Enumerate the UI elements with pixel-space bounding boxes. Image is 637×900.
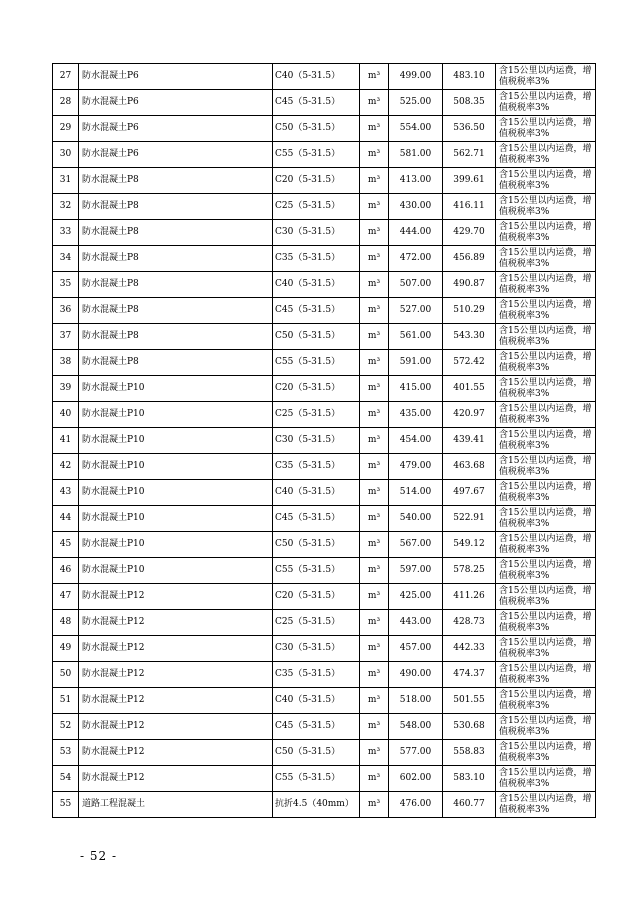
specification-cell: C30（5-31.5）: [273, 636, 360, 662]
row-number-cell: 41: [53, 428, 79, 454]
remark-cell: 含15公里以内运费，增值税税率3%: [496, 376, 596, 402]
specification-cell: 抗折4.5（40mm）: [273, 792, 360, 818]
price-incl-tax-cell: 540.00: [389, 506, 443, 532]
table-row: [53, 792, 596, 818]
price-excl-tax-cell: 490.87: [443, 272, 496, 298]
specification-cell: C40（5-31.5）: [273, 480, 360, 506]
remark-cell: 含15公里以内运费，增值税税率3%: [496, 142, 596, 168]
row-number-cell: 47: [53, 584, 79, 610]
remark-cell: 含15公里以内运费，增值税税率3%: [496, 454, 596, 480]
remark-cell: 含15公里以内运费，增值税税率3%: [496, 246, 596, 272]
unit-cell: m³: [360, 532, 389, 558]
unit-cell: m³: [360, 64, 389, 90]
material-name-cell: 防水混凝土P8: [79, 168, 273, 194]
specification-cell: C50（5-31.5）: [273, 324, 360, 350]
price-excl-tax-cell: 501.55: [443, 688, 496, 714]
specification-cell: C45（5-31.5）: [273, 298, 360, 324]
row-number-cell: 40: [53, 402, 79, 428]
price-incl-tax-cell: 561.00: [389, 324, 443, 350]
remark-cell: 含15公里以内运费，增值税税率3%: [496, 220, 596, 246]
unit-cell: m³: [360, 480, 389, 506]
row-number-cell: 39: [53, 376, 79, 402]
table-row: [53, 428, 596, 454]
material-name-cell: 防水混凝土P12: [79, 636, 273, 662]
unit-cell: m³: [360, 688, 389, 714]
material-name-cell: 防水混凝土P10: [79, 480, 273, 506]
material-name-cell: 防水混凝土P8: [79, 298, 273, 324]
price-excl-tax-cell: 456.89: [443, 246, 496, 272]
table-row: [53, 532, 596, 558]
unit-cell: m³: [360, 116, 389, 142]
price-excl-tax-cell: 399.61: [443, 168, 496, 194]
row-number-cell: 28: [53, 90, 79, 116]
price-incl-tax-cell: 415.00: [389, 376, 443, 402]
row-number-cell: 45: [53, 532, 79, 558]
price-incl-tax-cell: 514.00: [389, 480, 443, 506]
price-excl-tax-cell: 428.73: [443, 610, 496, 636]
specification-cell: C45（5-31.5）: [273, 714, 360, 740]
table-row: [53, 766, 596, 792]
specification-cell: C35（5-31.5）: [273, 246, 360, 272]
material-name-cell: 防水混凝土P6: [79, 142, 273, 168]
table-row: [53, 350, 596, 376]
material-name-cell: 防水混凝土P12: [79, 610, 273, 636]
table-row: [53, 688, 596, 714]
price-excl-tax-cell: 401.55: [443, 376, 496, 402]
price-incl-tax-cell: 413.00: [389, 168, 443, 194]
specification-cell: C30（5-31.5）: [273, 220, 360, 246]
table-row: [53, 558, 596, 584]
material-name-cell: 防水混凝土P12: [79, 766, 273, 792]
unit-cell: m³: [360, 506, 389, 532]
specification-cell: C20（5-31.5）: [273, 584, 360, 610]
specification-cell: C25（5-31.5）: [273, 402, 360, 428]
remark-cell: 含15公里以内运费，增值税税率3%: [496, 558, 596, 584]
price-incl-tax-cell: 490.00: [389, 662, 443, 688]
remark-cell: 含15公里以内运费，增值税税率3%: [496, 116, 596, 142]
table-row: [53, 90, 596, 116]
unit-cell: m³: [360, 662, 389, 688]
specification-cell: C40（5-31.5）: [273, 272, 360, 298]
specification-cell: C50（5-31.5）: [273, 116, 360, 142]
price-excl-tax-cell: 536.50: [443, 116, 496, 142]
remark-cell: 含15公里以内运费，增值税税率3%: [496, 792, 596, 818]
remark-cell: 含15公里以内运费，增值税税率3%: [496, 350, 596, 376]
specification-cell: C45（5-31.5）: [273, 90, 360, 116]
remark-cell: 含15公里以内运费，增值税税率3%: [496, 168, 596, 194]
material-name-cell: 防水混凝土P10: [79, 428, 273, 454]
unit-cell: m³: [360, 740, 389, 766]
price-incl-tax-cell: 479.00: [389, 454, 443, 480]
table-row: [53, 194, 596, 220]
row-number-cell: 27: [53, 64, 79, 90]
table-row: [53, 636, 596, 662]
material-name-cell: 防水混凝土P8: [79, 246, 273, 272]
row-number-cell: 32: [53, 194, 79, 220]
price-incl-tax-cell: 499.00: [389, 64, 443, 90]
price-excl-tax-cell: 439.41: [443, 428, 496, 454]
specification-cell: C20（5-31.5）: [273, 168, 360, 194]
remark-cell: 含15公里以内运费，增值税税率3%: [496, 480, 596, 506]
row-number-cell: 38: [53, 350, 79, 376]
row-number-cell: 43: [53, 480, 79, 506]
unit-cell: m³: [360, 402, 389, 428]
unit-cell: m³: [360, 584, 389, 610]
row-number-cell: 53: [53, 740, 79, 766]
table-row: [53, 402, 596, 428]
unit-cell: m³: [360, 194, 389, 220]
row-number-cell: 44: [53, 506, 79, 532]
price-excl-tax-cell: 549.12: [443, 532, 496, 558]
price-excl-tax-cell: 508.35: [443, 90, 496, 116]
row-number-cell: 34: [53, 246, 79, 272]
material-name-cell: 防水混凝土P12: [79, 584, 273, 610]
unit-cell: m³: [360, 766, 389, 792]
specification-cell: C45（5-31.5）: [273, 506, 360, 532]
remark-cell: 含15公里以内运费，增值税税率3%: [496, 428, 596, 454]
remark-cell: 含15公里以内运费，增值税税率3%: [496, 324, 596, 350]
material-name-cell: 防水混凝土P6: [79, 64, 273, 90]
material-name-cell: 防水混凝土P8: [79, 324, 273, 350]
price-excl-tax-cell: 460.77: [443, 792, 496, 818]
unit-cell: m³: [360, 558, 389, 584]
price-excl-tax-cell: 510.29: [443, 298, 496, 324]
price-incl-tax-cell: 435.00: [389, 402, 443, 428]
material-name-cell: 防水混凝土P12: [79, 714, 273, 740]
material-name-cell: 防水混凝土P10: [79, 532, 273, 558]
table-row: [53, 64, 596, 90]
row-number-cell: 51: [53, 688, 79, 714]
material-name-cell: 防水混凝土P12: [79, 662, 273, 688]
specification-cell: C35（5-31.5）: [273, 454, 360, 480]
price-excl-tax-cell: 463.68: [443, 454, 496, 480]
specification-cell: C40（5-31.5）: [273, 688, 360, 714]
table-row: [53, 662, 596, 688]
price-incl-tax-cell: 454.00: [389, 428, 443, 454]
unit-cell: m³: [360, 246, 389, 272]
material-name-cell: 防水混凝土P10: [79, 454, 273, 480]
remark-cell: 含15公里以内运费，增值税税率3%: [496, 298, 596, 324]
row-number-cell: 33: [53, 220, 79, 246]
specification-cell: C20（5-31.5）: [273, 376, 360, 402]
page-number: - 52 -: [80, 849, 118, 863]
specification-cell: C55（5-31.5）: [273, 766, 360, 792]
row-number-cell: 31: [53, 168, 79, 194]
table-row: [53, 298, 596, 324]
price-excl-tax-cell: 429.70: [443, 220, 496, 246]
material-name-cell: 防水混凝土P8: [79, 220, 273, 246]
remark-cell: 含15公里以内运费，增值税税率3%: [496, 766, 596, 792]
price-incl-tax-cell: 430.00: [389, 194, 443, 220]
remark-cell: 含15公里以内运费，增值税税率3%: [496, 506, 596, 532]
table-row: [53, 324, 596, 350]
table-body: [53, 64, 596, 818]
price-excl-tax-cell: 497.67: [443, 480, 496, 506]
specification-cell: C25（5-31.5）: [273, 610, 360, 636]
specification-cell: C30（5-31.5）: [273, 428, 360, 454]
price-incl-tax-cell: 518.00: [389, 688, 443, 714]
specification-cell: C55（5-31.5）: [273, 142, 360, 168]
material-name-cell: 防水混凝土P10: [79, 558, 273, 584]
row-number-cell: 48: [53, 610, 79, 636]
price-incl-tax-cell: 476.00: [389, 792, 443, 818]
table-row: [53, 714, 596, 740]
material-name-cell: 防水混凝土P6: [79, 90, 273, 116]
price-excl-tax-cell: 411.26: [443, 584, 496, 610]
price-excl-tax-cell: 572.42: [443, 350, 496, 376]
specification-cell: C35（5-31.5）: [273, 662, 360, 688]
unit-cell: m³: [360, 714, 389, 740]
price-excl-tax-cell: 474.37: [443, 662, 496, 688]
remark-cell: 含15公里以内运费，增值税税率3%: [496, 90, 596, 116]
unit-cell: m³: [360, 792, 389, 818]
specification-cell: C50（5-31.5）: [273, 532, 360, 558]
row-number-cell: 35: [53, 272, 79, 298]
unit-cell: m³: [360, 298, 389, 324]
price-incl-tax-cell: 577.00: [389, 740, 443, 766]
row-number-cell: 36: [53, 298, 79, 324]
remark-cell: 含15公里以内运费，增值税税率3%: [496, 194, 596, 220]
row-number-cell: 46: [53, 558, 79, 584]
price-incl-tax-cell: 457.00: [389, 636, 443, 662]
price-excl-tax-cell: 416.11: [443, 194, 496, 220]
material-name-cell: 防水混凝土P12: [79, 740, 273, 766]
row-number-cell: 50: [53, 662, 79, 688]
price-excl-tax-cell: 522.91: [443, 506, 496, 532]
table-row: [53, 168, 596, 194]
row-number-cell: 55: [53, 792, 79, 818]
material-name-cell: 道路工程混凝土: [79, 792, 273, 818]
remark-cell: 含15公里以内运费，增值税税率3%: [496, 714, 596, 740]
table-row: [53, 220, 596, 246]
price-incl-tax-cell: 527.00: [389, 298, 443, 324]
price-incl-tax-cell: 554.00: [389, 116, 443, 142]
remark-cell: 含15公里以内运费，增值税税率3%: [496, 688, 596, 714]
table-row: [53, 480, 596, 506]
price-incl-tax-cell: 525.00: [389, 90, 443, 116]
material-name-cell: 防水混凝土P8: [79, 194, 273, 220]
material-name-cell: 防水混凝土P10: [79, 506, 273, 532]
remark-cell: 含15公里以内运费，增值税税率3%: [496, 662, 596, 688]
material-name-cell: 防水混凝土P8: [79, 350, 273, 376]
specification-cell: C40（5-31.5）: [273, 64, 360, 90]
material-name-cell: 防水混凝土P12: [79, 688, 273, 714]
price-incl-tax-cell: 444.00: [389, 220, 443, 246]
table-row: [53, 116, 596, 142]
price-incl-tax-cell: 581.00: [389, 142, 443, 168]
unit-cell: m³: [360, 168, 389, 194]
unit-cell: m³: [360, 142, 389, 168]
specification-cell: C25（5-31.5）: [273, 194, 360, 220]
price-excl-tax-cell: 543.30: [443, 324, 496, 350]
price-incl-tax-cell: 548.00: [389, 714, 443, 740]
unit-cell: m³: [360, 376, 389, 402]
material-name-cell: 防水混凝土P10: [79, 402, 273, 428]
table-row: [53, 376, 596, 402]
price-excl-tax-cell: 420.97: [443, 402, 496, 428]
table-row: [53, 246, 596, 272]
table-row: [53, 272, 596, 298]
remark-cell: 含15公里以内运费，增值税税率3%: [496, 64, 596, 90]
specification-cell: C55（5-31.5）: [273, 558, 360, 584]
price-table: [52, 63, 596, 818]
row-number-cell: 54: [53, 766, 79, 792]
table-row: [53, 610, 596, 636]
row-number-cell: 49: [53, 636, 79, 662]
price-incl-tax-cell: 443.00: [389, 610, 443, 636]
price-excl-tax-cell: 483.10: [443, 64, 496, 90]
material-name-cell: 防水混凝土P8: [79, 272, 273, 298]
unit-cell: m³: [360, 272, 389, 298]
material-name-cell: 防水混凝土P10: [79, 376, 273, 402]
price-incl-tax-cell: 472.00: [389, 246, 443, 272]
table-row: [53, 142, 596, 168]
price-excl-tax-cell: 583.10: [443, 766, 496, 792]
remark-cell: 含15公里以内运费，增值税税率3%: [496, 402, 596, 428]
remark-cell: 含15公里以内运费，增值税税率3%: [496, 610, 596, 636]
specification-cell: C55（5-31.5）: [273, 350, 360, 376]
price-incl-tax-cell: 567.00: [389, 532, 443, 558]
price-excl-tax-cell: 530.68: [443, 714, 496, 740]
price-excl-tax-cell: 562.71: [443, 142, 496, 168]
row-number-cell: 29: [53, 116, 79, 142]
price-incl-tax-cell: 602.00: [389, 766, 443, 792]
table-row: [53, 454, 596, 480]
remark-cell: 含15公里以内运费，增值税税率3%: [496, 584, 596, 610]
price-incl-tax-cell: 591.00: [389, 350, 443, 376]
row-number-cell: 30: [53, 142, 79, 168]
unit-cell: m³: [360, 428, 389, 454]
price-incl-tax-cell: 597.00: [389, 558, 443, 584]
price-excl-tax-cell: 442.33: [443, 636, 496, 662]
unit-cell: m³: [360, 350, 389, 376]
row-number-cell: 42: [53, 454, 79, 480]
unit-cell: m³: [360, 324, 389, 350]
row-number-cell: 37: [53, 324, 79, 350]
price-excl-tax-cell: 578.25: [443, 558, 496, 584]
row-number-cell: 52: [53, 714, 79, 740]
unit-cell: m³: [360, 454, 389, 480]
price-excl-tax-cell: 558.83: [443, 740, 496, 766]
remark-cell: 含15公里以内运费，增值税税率3%: [496, 740, 596, 766]
remark-cell: 含15公里以内运费，增值税税率3%: [496, 636, 596, 662]
specification-cell: C50（5-31.5）: [273, 740, 360, 766]
material-name-cell: 防水混凝土P6: [79, 116, 273, 142]
unit-cell: m³: [360, 90, 389, 116]
table-row: [53, 584, 596, 610]
remark-cell: 含15公里以内运费，增值税税率3%: [496, 532, 596, 558]
unit-cell: m³: [360, 610, 389, 636]
price-incl-tax-cell: 507.00: [389, 272, 443, 298]
unit-cell: m³: [360, 636, 389, 662]
table-row: [53, 740, 596, 766]
unit-cell: m³: [360, 220, 389, 246]
remark-cell: 含15公里以内运费，增值税税率3%: [496, 272, 596, 298]
table-row: [53, 506, 596, 532]
price-incl-tax-cell: 425.00: [389, 584, 443, 610]
